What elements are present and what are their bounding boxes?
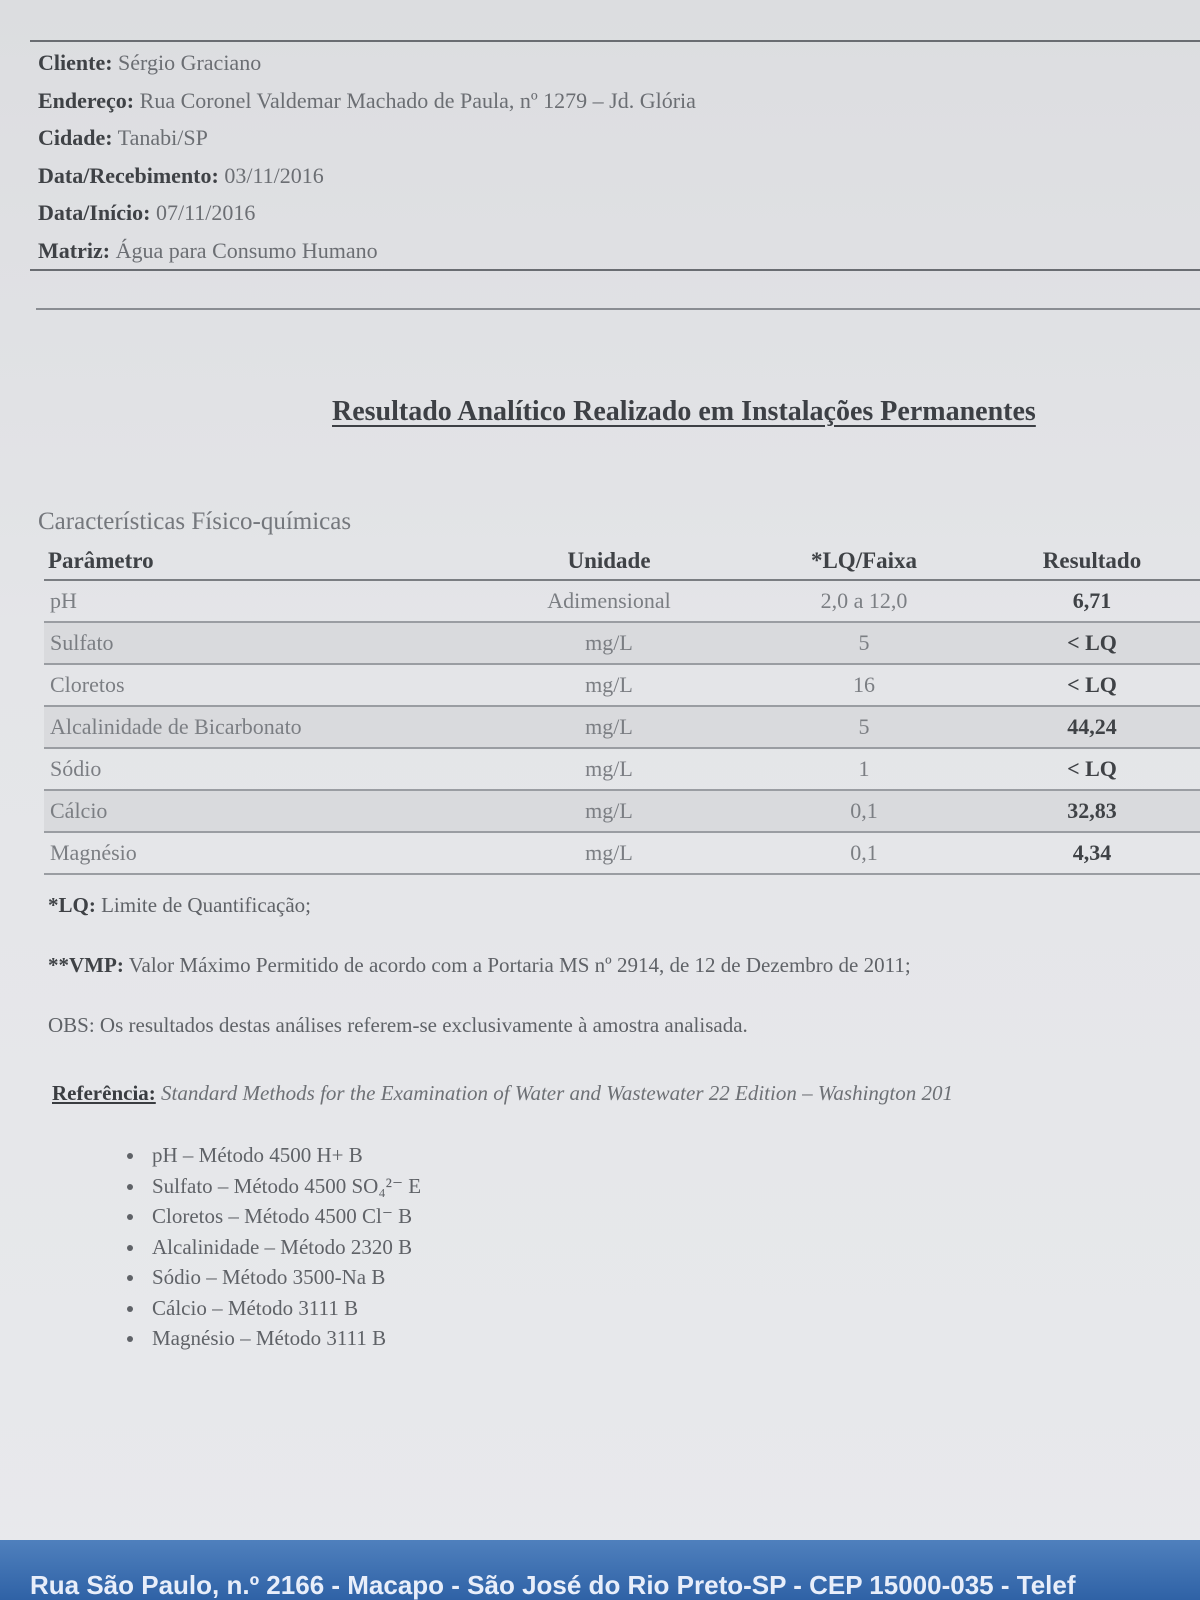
cell-parameter: Magnésio bbox=[44, 832, 474, 874]
reference bbox=[52, 1081, 953, 1106]
cell-result: 32,83 bbox=[984, 790, 1200, 832]
cell-unit: mg/L bbox=[474, 622, 744, 664]
city-label: Cidade: bbox=[38, 125, 113, 150]
cell-parameter: Cloretos bbox=[44, 664, 474, 706]
cell-parameter: Cálcio bbox=[44, 790, 474, 832]
table-row bbox=[44, 790, 1200, 832]
cell-lq: 16 bbox=[744, 664, 984, 706]
start-date-row bbox=[38, 194, 696, 232]
cell-parameter: pH bbox=[44, 580, 474, 622]
address-row bbox=[38, 82, 696, 120]
cell-lq: 5 bbox=[744, 706, 984, 748]
client-row bbox=[38, 44, 696, 82]
city-value: Tanabi/SP bbox=[117, 125, 208, 150]
table-row bbox=[44, 706, 1200, 748]
cell-lq: 0,1 bbox=[744, 790, 984, 832]
cell-lq: 5 bbox=[744, 622, 984, 664]
lq-note-label: *LQ: bbox=[48, 893, 96, 917]
matrix-value: Água para Consumo Humano bbox=[115, 237, 378, 263]
cell-result: < LQ bbox=[984, 622, 1200, 664]
report-title: Resultado Analítico Realizado em Instalações Permanentes bbox=[332, 396, 1036, 427]
reference-label: Referência: bbox=[52, 1081, 156, 1105]
list-item: • Alcalinidade – Método 2320 B bbox=[146, 1232, 421, 1263]
client-bottom-rule bbox=[30, 269, 1200, 271]
cell-unit: mg/L bbox=[474, 706, 744, 748]
address-value: Rua Coronel Valdemar Machado de Paula, nº 1279 – Jd. Glória bbox=[139, 87, 696, 113]
cell-lq: 0,1 bbox=[744, 832, 984, 874]
received-date-label: Data/Recebimento: bbox=[38, 162, 219, 188]
received-date-value: 03/11/2016 bbox=[224, 162, 324, 188]
header-lq: *LQ/Faixa bbox=[744, 543, 984, 580]
top-rule bbox=[30, 40, 1200, 42]
header-parameter: Parâmetro bbox=[44, 543, 474, 580]
city-row bbox=[38, 119, 696, 157]
table-row bbox=[44, 622, 1200, 664]
list-item: • Magnésio – Método 3111 B bbox=[146, 1323, 421, 1354]
cell-lq: 2,0 a 12,0 bbox=[744, 580, 984, 622]
vmp-note-text: Valor Máximo Permitido de acordo com a Portaria MS nº 2914, de 12 de Dezembro de 2011; bbox=[128, 953, 911, 977]
reference-text: Standard Methods for the Examination of Water and Wastewater 22 Edition – Washington 201 bbox=[161, 1081, 954, 1105]
cell-parameter: Sódio bbox=[44, 748, 474, 790]
footer-bar bbox=[0, 1540, 1200, 1600]
table-row bbox=[44, 748, 1200, 790]
cell-unit: Adimensional bbox=[474, 580, 744, 622]
methods-list bbox=[96, 1140, 421, 1354]
vmp-note bbox=[48, 953, 911, 978]
list-item: • Cloretos – Método 4500 Cl⁻ B bbox=[146, 1201, 421, 1232]
cell-result: < LQ bbox=[984, 664, 1200, 706]
separator-rule bbox=[36, 308, 1200, 310]
cell-result: 44,24 bbox=[984, 706, 1200, 748]
matrix-label: Matriz: bbox=[38, 237, 111, 263]
cell-unit: mg/L bbox=[474, 832, 744, 874]
list-item: • pH – Método 4500 H+ B bbox=[146, 1140, 421, 1171]
cell-parameter: Sulfato bbox=[44, 622, 474, 664]
lq-note-text: Limite de Quantificação; bbox=[101, 893, 312, 917]
list-item: • Sulfato – Método 4500 SO₄²⁻ E bbox=[146, 1171, 421, 1202]
client-value: Sérgio Graciano bbox=[118, 50, 262, 75]
vmp-note-label: **VMP: bbox=[48, 953, 124, 977]
list-item: • Sódio – Método 3500-Na B bbox=[146, 1262, 421, 1293]
cell-parameter: Alcalinidade de Bicarbonato bbox=[44, 706, 474, 748]
cell-result: 6,71 bbox=[984, 580, 1200, 622]
cell-unit: mg/L bbox=[474, 748, 744, 790]
cell-result: < LQ bbox=[984, 748, 1200, 790]
obs-note: OBS: Os resultados destas análises referem-se exclusivamente à amostra analisada. bbox=[48, 1013, 748, 1037]
client-label: Cliente: bbox=[38, 50, 113, 75]
section-heading: Características Físico-químicas bbox=[38, 508, 352, 535]
lq-note bbox=[48, 893, 311, 918]
table-row bbox=[44, 832, 1200, 874]
cell-unit: mg/L bbox=[474, 664, 744, 706]
matrix-row bbox=[38, 232, 696, 270]
table-row bbox=[44, 664, 1200, 706]
received-date-row bbox=[38, 157, 696, 195]
cell-result: 4,34 bbox=[984, 832, 1200, 874]
header-result: Resultado bbox=[984, 543, 1200, 580]
table-row bbox=[44, 580, 1200, 622]
start-date-label: Data/Início: bbox=[38, 200, 151, 225]
start-date-value: 07/11/2016 bbox=[155, 200, 256, 225]
client-info bbox=[38, 44, 696, 269]
cell-unit: mg/L bbox=[474, 790, 744, 832]
address-label: Endereço: bbox=[38, 87, 135, 113]
table-header-row bbox=[44, 543, 1200, 580]
list-item: • Cálcio – Método 3111 B bbox=[146, 1293, 421, 1324]
parameters-table bbox=[44, 543, 1200, 875]
cell-lq: 1 bbox=[744, 748, 984, 790]
footer-address: Rua São Paulo, n.º 2166 - Macapo - São José do Rio Preto-SP - CEP 15000-035 - Telef bbox=[30, 1570, 1076, 1600]
header-unit: Unidade bbox=[474, 543, 744, 580]
